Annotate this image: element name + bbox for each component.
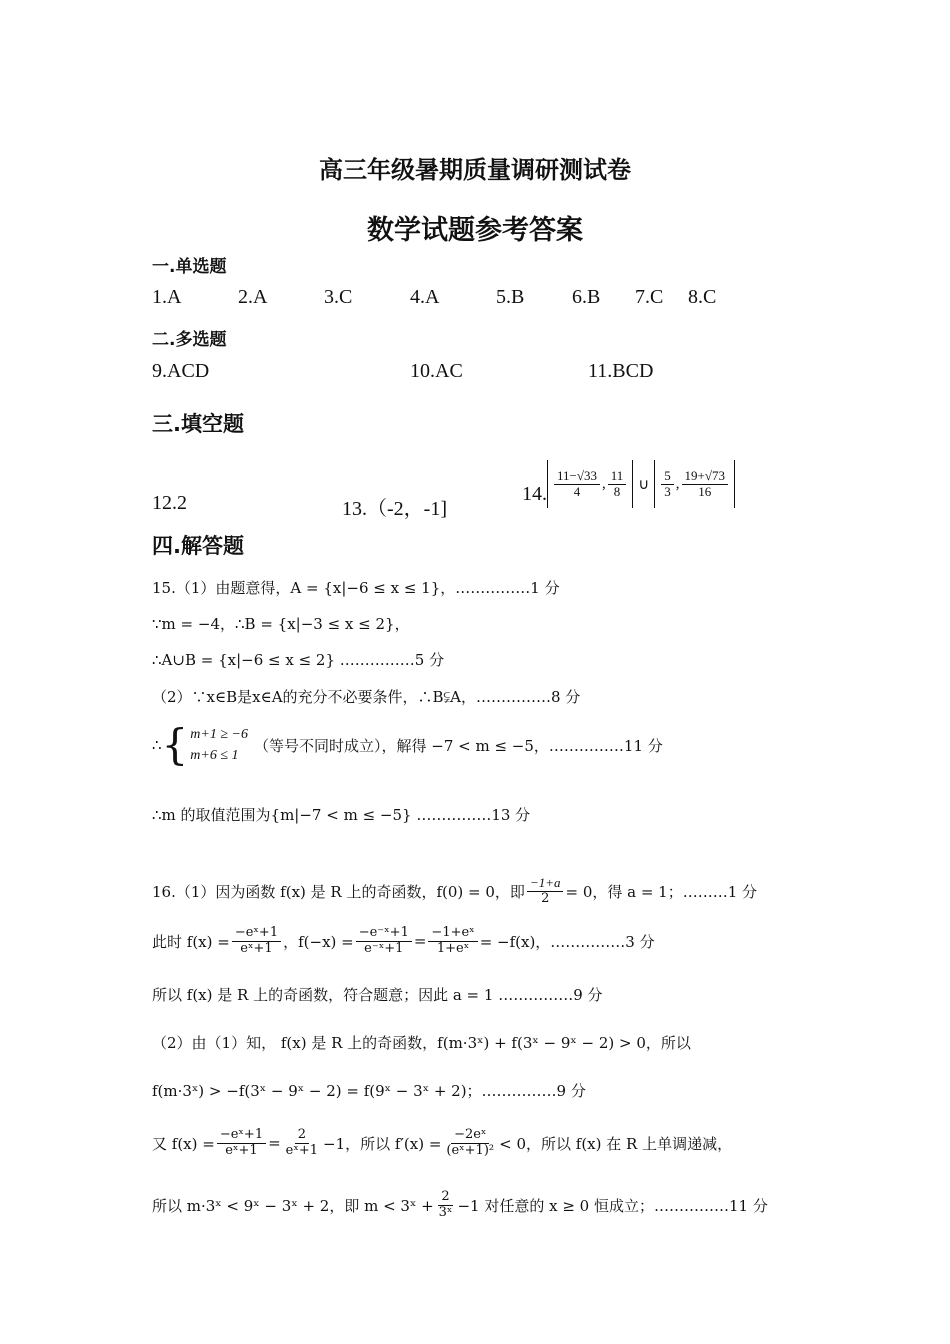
section-fill-blank: 三.填空题 xyxy=(152,412,244,436)
union-symbol: ∪ xyxy=(638,477,650,493)
section-multi-choice: 二.多选题 xyxy=(152,330,227,350)
fraction: $\frac{-1+a}{2}$ xyxy=(527,876,564,907)
q16-line-5: f(m·3ˣ) > −f(3ˣ − 9ˣ − 2) = f(9ˣ − 3ˣ + 2)；……………9 分 xyxy=(152,1082,586,1100)
fraction: $\frac{\text{−eˣ+1}}{\text{eˣ+1}}$ xyxy=(232,926,281,957)
section-solutions: 四.解答题 xyxy=(152,534,244,558)
page-title: 高三年级暑期质量调研测试卷 xyxy=(319,156,631,184)
q15-line-1: 15.（1）由题意得，A = {x|−6 ≤ x ≤ 1}，……………1 分 xyxy=(152,579,560,597)
fraction: $\frac{19+√73}{16}$ xyxy=(682,469,728,500)
q16-line-2: 此时 f(x) = $\frac{\text{−eˣ+1}}{\text{eˣ+1}}$ ，f(−x) = $\frac{\text{−e⁻ˣ+1}}{\text{e⁻ˣ+1}}$ = $\frac{\text{−1+eˣ}}{\text{1+eˣ}}$ = −f(x)，……………3 分 xyxy=(152,925,655,956)
fraction: $\frac{11-√33}{4}$ xyxy=(554,469,600,500)
q15-line-3: ∴A∪B = {x|−6 ≤ x ≤ 2} ……………5 分 xyxy=(152,651,445,669)
q15-line-2: ∵m = −4，∴B = {x|−3 ≤ x ≤ 2}， xyxy=(152,615,410,633)
q16-line-1: 16.（1）因为函数 f(x) 是 R 上的奇函数，f(0) = 0，即 $\frac{-1+a}{2}$ = 0，得 a = 1；………1 分 xyxy=(152,875,758,906)
q16-line-4: （2）由（1）知， f(x) 是 R 上的奇函数，f(m·3ˣ) + f(3ˣ − 9ˣ − 2) > 0，所以 xyxy=(152,1034,691,1052)
section-single-choice: 一.单选题 xyxy=(152,257,227,277)
answer-item: 7.C xyxy=(635,286,664,308)
fraction: $\frac{\text{−2eˣ}}{\text{(eˣ+1)²}}$ xyxy=(446,1127,495,1158)
interval-2: $\frac{5}{3}$ , $\frac{19+√73}{16}$ xyxy=(654,460,735,508)
fraction: $\frac{2}{\text{3ˣ}}$ xyxy=(438,1189,453,1220)
answer-item: 5.B xyxy=(496,286,525,308)
q15-line-6: ∴m 的取值范围为{m|−7 < m ≤ −5} ……………13 分 xyxy=(152,806,531,824)
answer-item: 3.C xyxy=(324,286,353,308)
equation-system: { m+1 ≥ −6 m+6 ≤ 1 xyxy=(161,720,248,769)
answer-item: 8.C xyxy=(688,286,717,308)
fraction: $\frac{\text{−e⁻ˣ+1}}{\text{e⁻ˣ+1}}$ xyxy=(356,926,412,957)
answer-14 xyxy=(522,460,735,508)
interval-1: $\frac{11-√33}{4}$ , $\frac{11}{8}$ xyxy=(547,460,633,508)
fraction: $\frac{\text{−eˣ+1}}{\text{eˣ+1}}$ xyxy=(217,1128,266,1159)
fraction: $\frac{\text{−1+eˣ}}{\text{1+eˣ}}$ xyxy=(428,926,477,957)
answer-13: 13.（-2，-1] xyxy=(342,498,447,520)
fraction: $\frac{2}{\text{eˣ+1}}$ xyxy=(285,1127,319,1158)
q16-line-7: 所以 m·3ˣ < 9ˣ − 3ˣ + 2，即 m < 3ˣ + $\frac{2}{\text{3ˣ}}$ −1 对任意的 x ≥ 0 恒成立；……………11 分 xyxy=(152,1189,768,1220)
q16-line-6: 又 f(x) = $\frac{\text{−eˣ+1}}{\text{eˣ+1}}$ = $\frac{2}{\text{eˣ+1}}$ −1，所以 f′(x) = $\frac{\text{−2eˣ}}{\text{(eˣ+1)²}}$ < 0，所以 f(x) 在 R 上单调递减， xyxy=(152,1127,733,1158)
answer-14-label: 14. xyxy=(522,483,547,505)
answer-item: 11.BCD xyxy=(588,360,654,382)
fraction: $\frac{11}{8}$ xyxy=(608,469,627,500)
q15-line-4: （2）∵x∈B是x∈A的充分不必要条件，∴B⫋A，……………8 分 xyxy=(152,688,581,706)
answer-item: 4.A xyxy=(410,286,440,308)
page-subtitle: 数学试题参考答案 xyxy=(367,215,583,246)
answer-item: 6.B xyxy=(572,286,601,308)
q16-line-3: 所以 f(x) 是 R 上的奇函数，符合题意；因此 a = 1 ……………9 分 xyxy=(152,986,603,1004)
answer-item: 1.A xyxy=(152,286,182,308)
q15-line-5: ∴ { m+1 ≥ −6 m+6 ≤ 1 （等号不同时成立），解得 −7 < m ≤ −5，……………11 分 xyxy=(152,720,663,769)
answer-item: 9.ACD xyxy=(152,360,210,382)
answer-12: 12.2 xyxy=(152,492,187,514)
answer-item: 2.A xyxy=(238,286,268,308)
answer-item: 10.AC xyxy=(410,360,463,382)
fraction: $\frac{5}{3}$ xyxy=(661,469,674,500)
